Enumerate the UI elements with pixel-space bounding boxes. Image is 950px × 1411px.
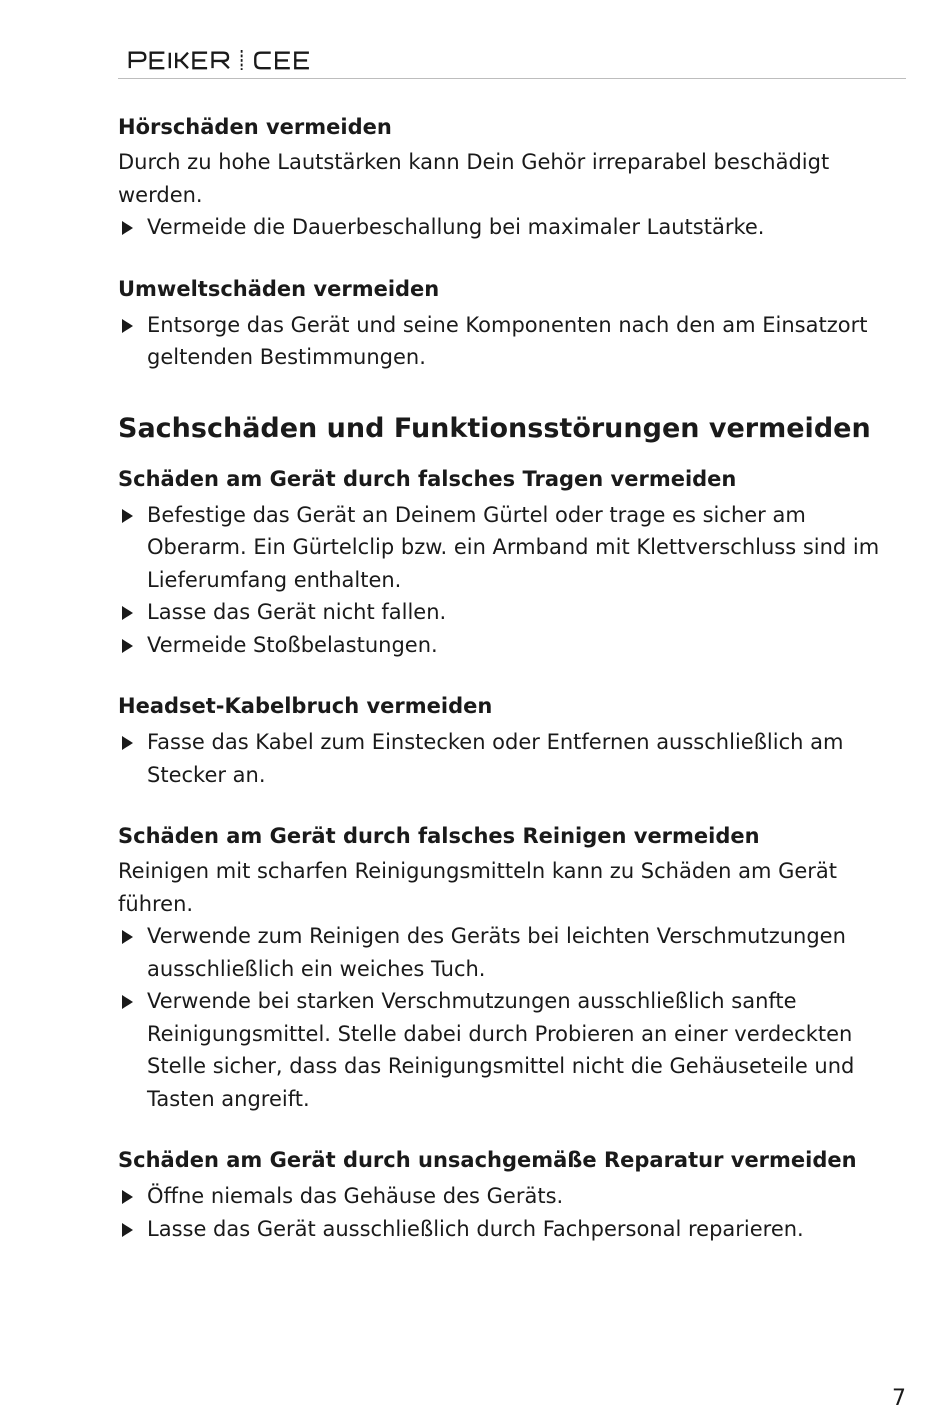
list-item: Vermeide die Dauerbeschallung bei maximaler Lautstärke. bbox=[118, 211, 893, 244]
bullet-triangle-icon bbox=[122, 319, 133, 333]
bullet-triangle-icon bbox=[122, 995, 133, 1009]
page-header bbox=[118, 46, 906, 79]
section-text: Reinigen mit scharfen Reinigungsmitteln kann zu Schäden am Gerät führen. bbox=[118, 859, 838, 916]
bullet-triangle-icon bbox=[122, 509, 133, 523]
bullet-triangle-icon bbox=[122, 221, 133, 235]
section-reinigen bbox=[118, 821, 893, 1115]
list-item: Befestige das Gerät an Deinem Gürtel oder trage es sicher am Oberarm. Ein Gürtelclip bzw. ein Armband mit Klettverschluss sind im Lieferumfang enthalten. bbox=[118, 499, 893, 597]
section-umweltschaeden bbox=[118, 274, 893, 374]
list-item: Entsorge das Gerät und seine Komponenten nach den am Einsatzort geltenden Bestimmungen. bbox=[118, 309, 893, 374]
section-title: Headset-Kabelbruch vermeiden bbox=[118, 694, 493, 718]
bullet-triangle-icon bbox=[122, 1190, 133, 1204]
list-item: Verwende bei starken Verschmutzungen ausschließlich sanfte Reinigungsmittel. Stelle dabei durch Probieren an einer verdeckten Stelle sicher, dass das Reinigungsmittel nicht die Gehäuseteile und Tasten angreift. bbox=[118, 985, 893, 1115]
section-title: Schäden am Gerät durch falsches Reinigen vermeiden bbox=[118, 824, 760, 848]
bullet-triangle-icon bbox=[122, 606, 133, 620]
section-text: Durch zu hohe Lautstärken kann Dein Gehör irreparabel beschädigt werden. bbox=[118, 150, 830, 207]
section-title: Schäden am Gerät durch unsachgemäße Reparatur vermeiden bbox=[118, 1148, 857, 1172]
list-item: Vermeide Stoßbelastungen. bbox=[118, 629, 893, 662]
section-title: Hörschäden vermeiden bbox=[118, 115, 392, 139]
bullet-triangle-icon bbox=[122, 639, 133, 653]
list-item: Öffne niemals das Gehäuse des Geräts. bbox=[118, 1180, 893, 1213]
bullet-triangle-icon bbox=[122, 736, 133, 750]
section-hoerschaeden bbox=[118, 112, 893, 244]
bullet-triangle-icon bbox=[122, 1223, 133, 1237]
section-kabelbruch bbox=[118, 691, 893, 791]
section-title: Umweltschäden vermeiden bbox=[118, 276, 440, 301]
list-item: Lasse das Gerät nicht fallen. bbox=[118, 596, 893, 629]
section-reparatur bbox=[118, 1145, 893, 1245]
list-item: Verwende zum Reinigen des Geräts bei leichten Verschmutzungen ausschließlich ein weiches Tuch. bbox=[118, 920, 893, 985]
list-item: Lasse das Gerät ausschließlich durch Fachpersonal reparieren. bbox=[118, 1213, 893, 1246]
peiker-cee-logo bbox=[118, 50, 338, 70]
section-title: Schäden am Gerät durch falsches Tragen vermeiden bbox=[118, 466, 737, 491]
section-tragen bbox=[118, 464, 893, 662]
bullet-triangle-icon bbox=[122, 930, 133, 944]
page-number: 7 bbox=[892, 1386, 906, 1411]
list-item: Fasse das Kabel zum Einstecken oder Entfernen ausschließlich am Stecker an. bbox=[118, 726, 893, 791]
page-content bbox=[118, 112, 893, 1275]
main-heading: Sachschäden und Funktionsstörungen vermeiden bbox=[118, 412, 871, 444]
